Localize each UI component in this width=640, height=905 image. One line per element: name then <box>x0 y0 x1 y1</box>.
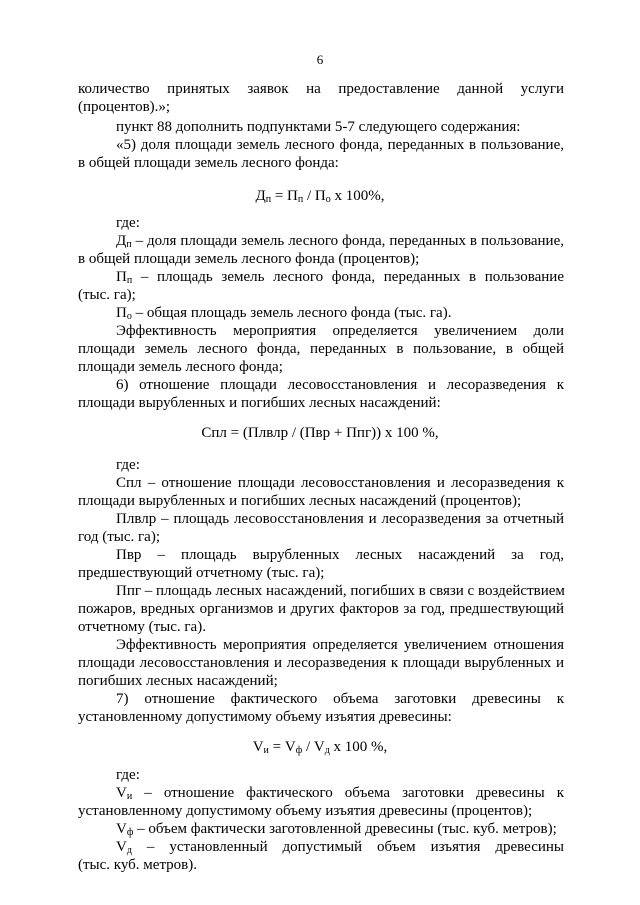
text-line: предшествующий отчетному (тыс. га); <box>78 565 325 581</box>
def-line: $V_и$ – отношение фактического объема заготовки древесины к <box>116 785 564 802</box>
formula-vi: $V_и = V_ф / V_д$ х 100 %, <box>252 739 388 756</box>
page-number: 6 <box>316 52 324 67</box>
text-line: «5) доля площади земель лесного фонда, переданных в пользование, <box>116 137 564 153</box>
text-line: в общей площади земель лесного фонда (процентов); <box>78 251 420 267</box>
def-line: $V_ф$ – объем фактически заготовленной древесины (тыс. куб. метров); <box>116 821 557 838</box>
text-line: 7) отношение фактического объема заготовки древесины к <box>116 691 564 707</box>
text-line: отчетному (тыс. га). <box>78 619 206 635</box>
formula-spl: Спл = (Плвлр / (Пвр + Ппг)) х 100 %, <box>201 425 439 441</box>
text-line: (тыс. га); <box>78 287 136 303</box>
text-line: 6) отношение площади лесовосстановления и лесоразведения к <box>116 377 564 393</box>
text-line: Эффективность мероприятия определяется увеличением отношения <box>116 637 564 653</box>
text-line: площади вырубленных и погибших лесных насаждений (процентов); <box>78 493 522 509</box>
def-line: $П_о$ – общая площадь земель лесного фонда (тыс. га). <box>116 305 452 322</box>
text-line: в общей площади земель лесного фонда: <box>78 155 339 171</box>
def-line: Спл – отношение площади лесовосстановления и лесоразведения к <box>116 475 564 491</box>
text-line: Эффективность мероприятия определяется увеличением доли <box>116 323 564 339</box>
def-line: Плвлр – площадь лесовосстановления и лесоразведения за отчетный <box>116 511 565 527</box>
text-line: площади вырубленных и погибших лесных насаждений: <box>78 395 441 411</box>
text-line: установленному допустимому объему изъятия древесины: <box>78 709 452 725</box>
text-line: пункт 88 дополнить подпунктами 5-7 следующего содержания: <box>116 119 521 135</box>
text-line: погибших лесных насаждений; <box>78 673 278 689</box>
text-line: где: <box>116 215 140 231</box>
text-line: площади земель лесного фонда, переданных в пользование, в общей <box>78 341 564 357</box>
text-line: установленному допустимому объему изъятия древесины (процентов); <box>78 803 533 819</box>
text-line: пожаров, вредных организмов и других факторов за год, предшествующий <box>78 601 564 617</box>
text-line: (процентов).»; <box>78 99 171 115</box>
text-line: где: <box>116 767 140 783</box>
formula-dp: $Д_п = П_п / П_о$ х 100%, <box>255 188 385 205</box>
text-line: площади лесовосстановления и лесоразведения к площади вырубленных и <box>78 655 564 671</box>
text-line: год (тыс. га); <box>78 529 160 545</box>
text-line: количество принятых заявок на предоставление данной услуги <box>78 81 564 97</box>
def-line: $Д_п$ – доля площади земель лесного фонда, переданных в пользование, <box>116 233 564 250</box>
text-line: где: <box>116 457 140 473</box>
def-line: Ппг – площадь лесных насаждений, погибших в связи с воздействием <box>116 583 565 599</box>
text-line: площади земель лесного фонда; <box>78 359 283 375</box>
text-line: (тыс. куб. метров). <box>78 857 198 873</box>
def-line: $П_п$ – площадь земель лесного фонда, переданных в пользование <box>116 269 564 286</box>
def-line: Пвр – площадь вырубленных лесных насаждений за год, <box>116 547 564 563</box>
def-line: $V_д$ – установленный допустимый объем изъятия древесины <box>116 839 565 856</box>
